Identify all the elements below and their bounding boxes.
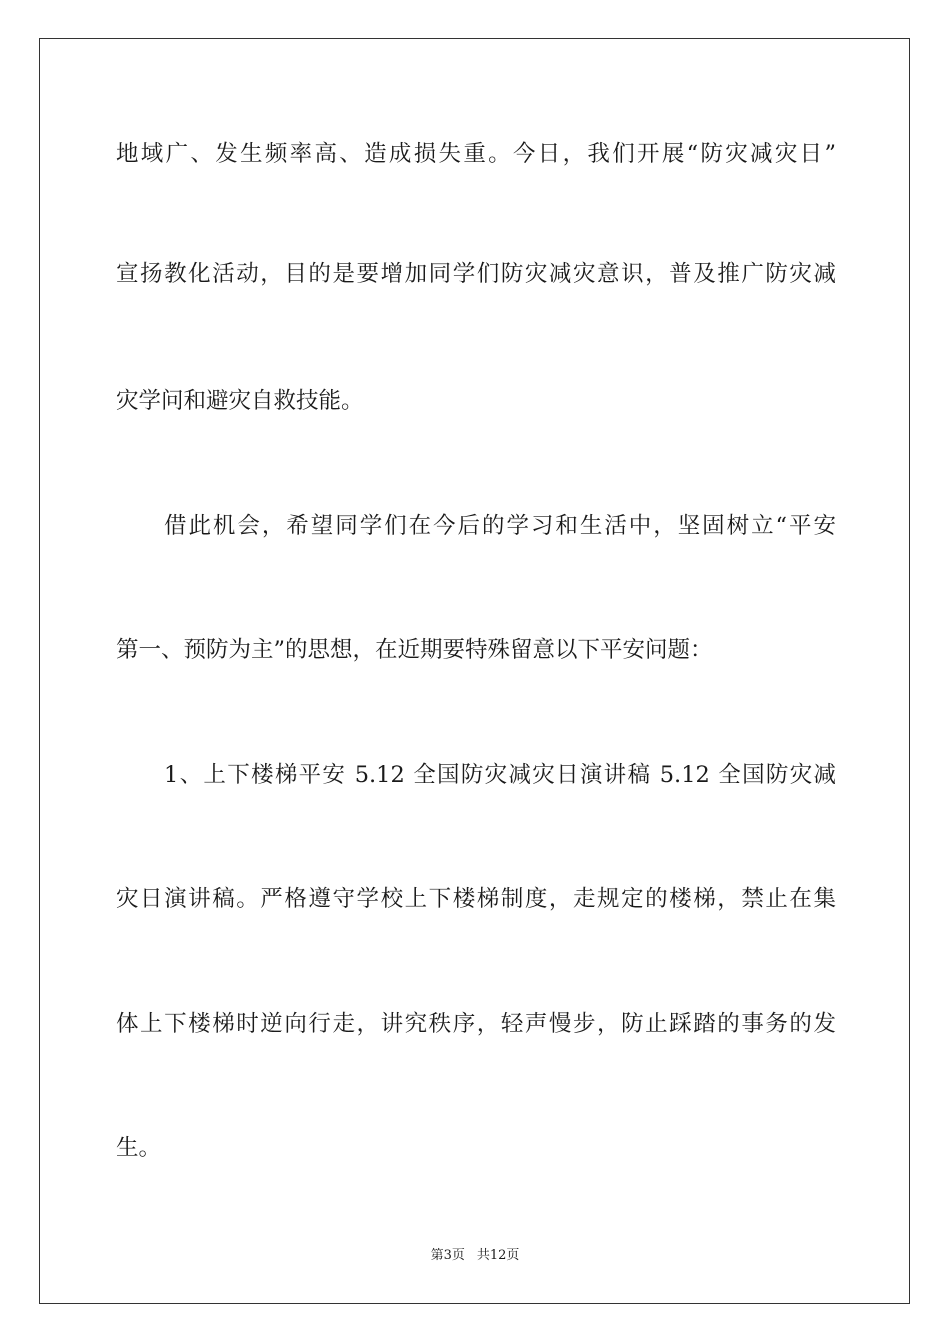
page-number: 第3页 [430, 1248, 465, 1263]
page-frame [39, 38, 910, 1304]
text-line-6: 1、上下楼梯平安 5.12 全国防灾减灾日演讲稿 5.12 全国防灾减 [164, 762, 836, 788]
text-line-4: 借此机会，希望同学们在今后的学习和生活中，坚固树立“平安 [164, 513, 836, 539]
text-line-2: 宣扬教化活动，目的是要增加同学们防灾减灾意识，普及推广防灾减 [116, 261, 836, 287]
text-line-5: 第一、预防为主”的思想，在近期要特殊留意以下平安问题： [116, 637, 713, 663]
text-line-1: 地域广、发生频率高、造成损失重。今日，我们开展“防灾减灾日” [116, 141, 836, 167]
text-line-8: 体上下楼梯时逆向行走，讲究秩序，轻声慢步，防止踩踏的事务的发 [116, 1011, 836, 1037]
page-total: 共12页 [476, 1248, 520, 1263]
text-line-7: 灾日演讲稿。严格遵守学校上下楼梯制度，走规定的楼梯，禁止在集 [116, 886, 836, 912]
page-footer [0, 1247, 950, 1265]
text-line-3: 灾学问和避灾自救技能。 [116, 388, 364, 414]
text-line-9: 生。 [116, 1135, 162, 1161]
